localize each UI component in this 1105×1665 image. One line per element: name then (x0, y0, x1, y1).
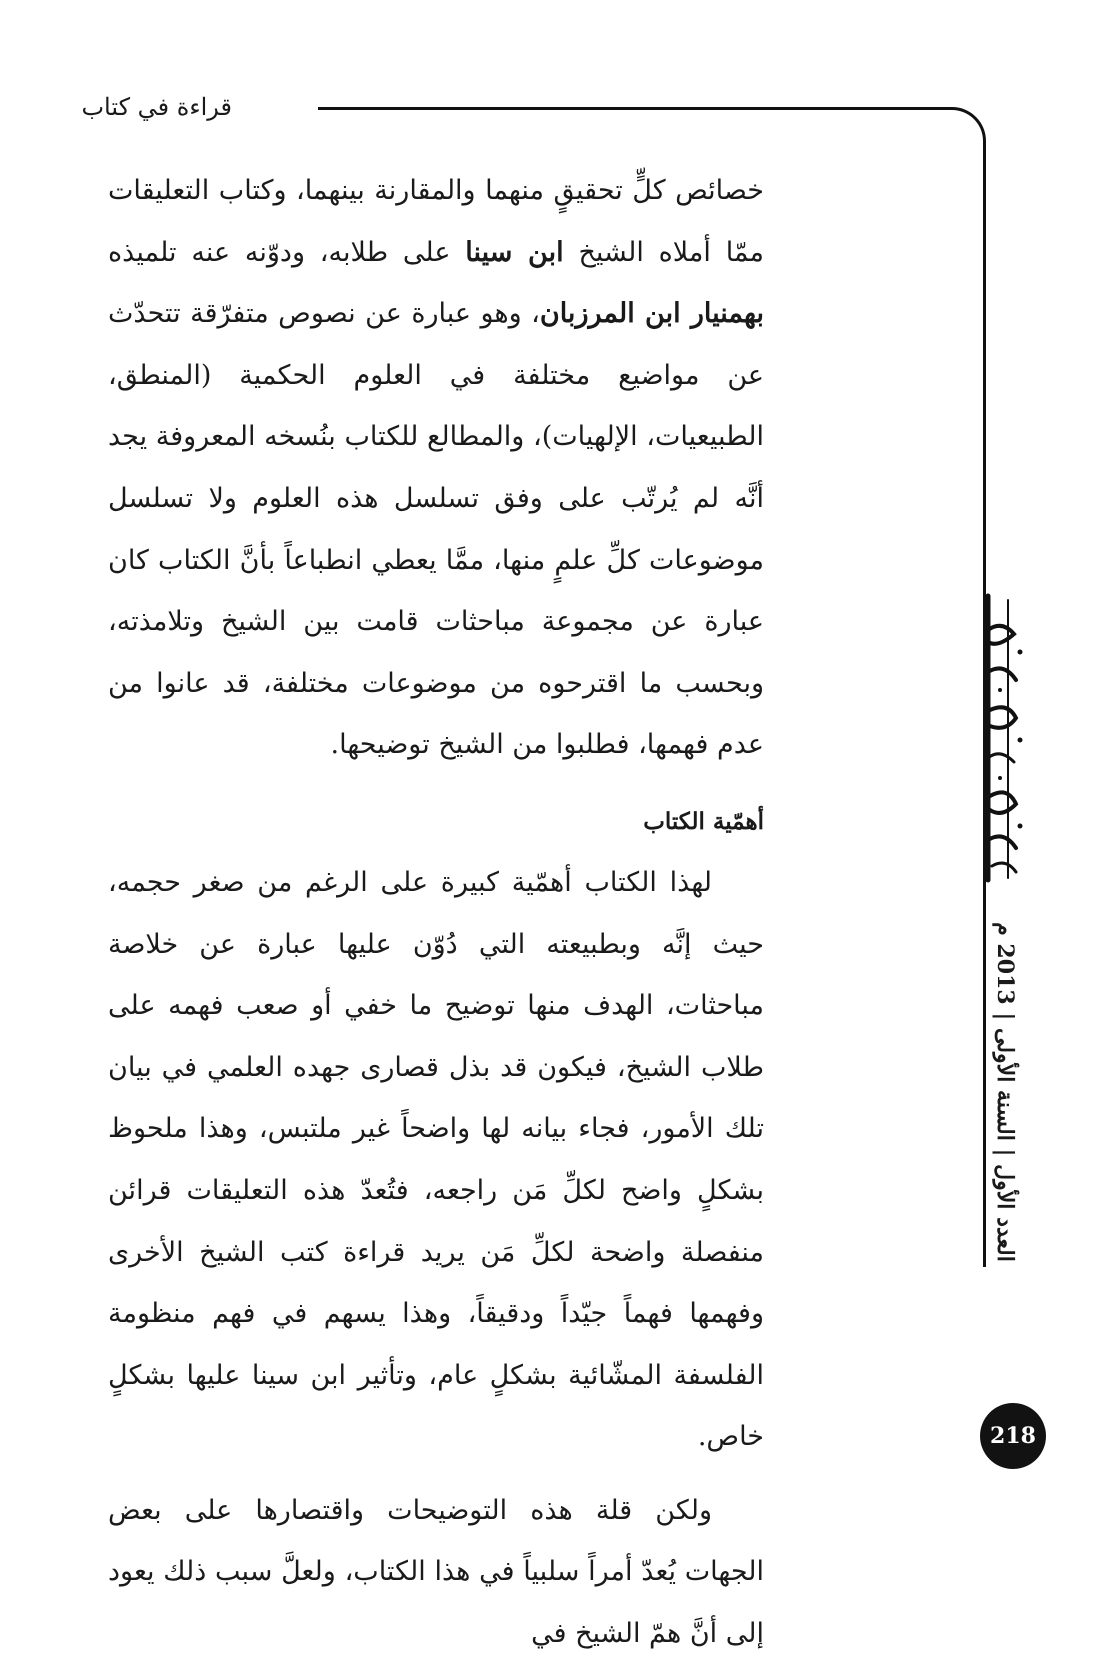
body-text: ، وهو عبارة عن نصوص متفرّقة تتحدّث عن مواضيع مختلفة في العلوم الحكمية (المنطق، الطبيعيات، الإلهيات)، والمطالع للكتاب بنُسخه المعروفة يجد أنَّه لم يُرتّب على وفق تسلسل هذه العلوم ولا تسلسل موضوعات كلِّ علمٍ منها، ممَّا يعطي انطباعاً بأنَّ الكتاب كان عبارة عن مجموعة مباحثات قامت بين الشيخ وتلامذته، وبحسب ما اقترحوه من موضوعات مختلفة، قد عانوا من عدم فهمها، فطلبوا من الشيخ توضيحها. (108, 298, 764, 761)
issue-info (984, 922, 1026, 1262)
issue-info-text: العدد الأول | السنة الأولى | 2013 م (992, 922, 1018, 1262)
body-text: خصائص كلٍّ تحقيقٍ منهما والمقارنة بينهما، وكتاب التعليقات ممّا أملاه الشيخ (108, 175, 764, 268)
journal-logo-name: الإستغراب (978, 590, 983, 591)
journal-logo (978, 590, 1026, 886)
page-number: 218 (990, 1423, 1036, 1449)
body-paragraph: ولكن قلة هذه التوضيحات واقتصارها على بعض الجهات يُعدّ أمراً سلبياً في هذا الكتاب، ولعلَّ سبب ذلك يعود إلى أنَّ همّ الشيخ في (108, 1494, 764, 1650)
article-body (108, 160, 764, 1665)
section-heading: أهمّية الكتاب (643, 807, 764, 835)
body-text: على طلابه، ودوّنه عنه تلميذه (108, 236, 466, 268)
page-number-badge (980, 1403, 1046, 1469)
body-paragraph (108, 160, 764, 776)
author-name: ابن سينا (465, 236, 564, 268)
student-name: بهمنيار ابن المرزبان (539, 298, 765, 330)
body-paragraph: لهذا الكتاب أهمّية كبيرة على الرغم من صغر حجمه، حيث إنَّه وبطبيعته التي دُوّن عليها عبارة عن خلاصة مباحثات، الهدف منها توضيح ما خفي أو صعب فهمه على طلاب الشيخ، فيكون قد بذل قصارى جهده العلمي في بيان تلك الأمور، فجاء بيانه لها واضحاً غير ملتبس، وهذا ملحوظ بشكلٍ واضح لكلِّ مَن راجعه، فتُعدّ هذه التعليقات قرائن منفصلة واضحة لكلِّ مَن يريد قراءة كتب الشيخ الأخرى وفهمها فهماً جيّداً ودقيقاً، وهذا يسهم في فهم منظومة الفلسفة المشّائية بشكلٍ عام، وتأثير ابن سينا عليها بشكلٍ خاص. (108, 866, 764, 1453)
journal-logo-mark (978, 590, 1026, 886)
running-head: قراءة في كتاب (81, 93, 232, 121)
